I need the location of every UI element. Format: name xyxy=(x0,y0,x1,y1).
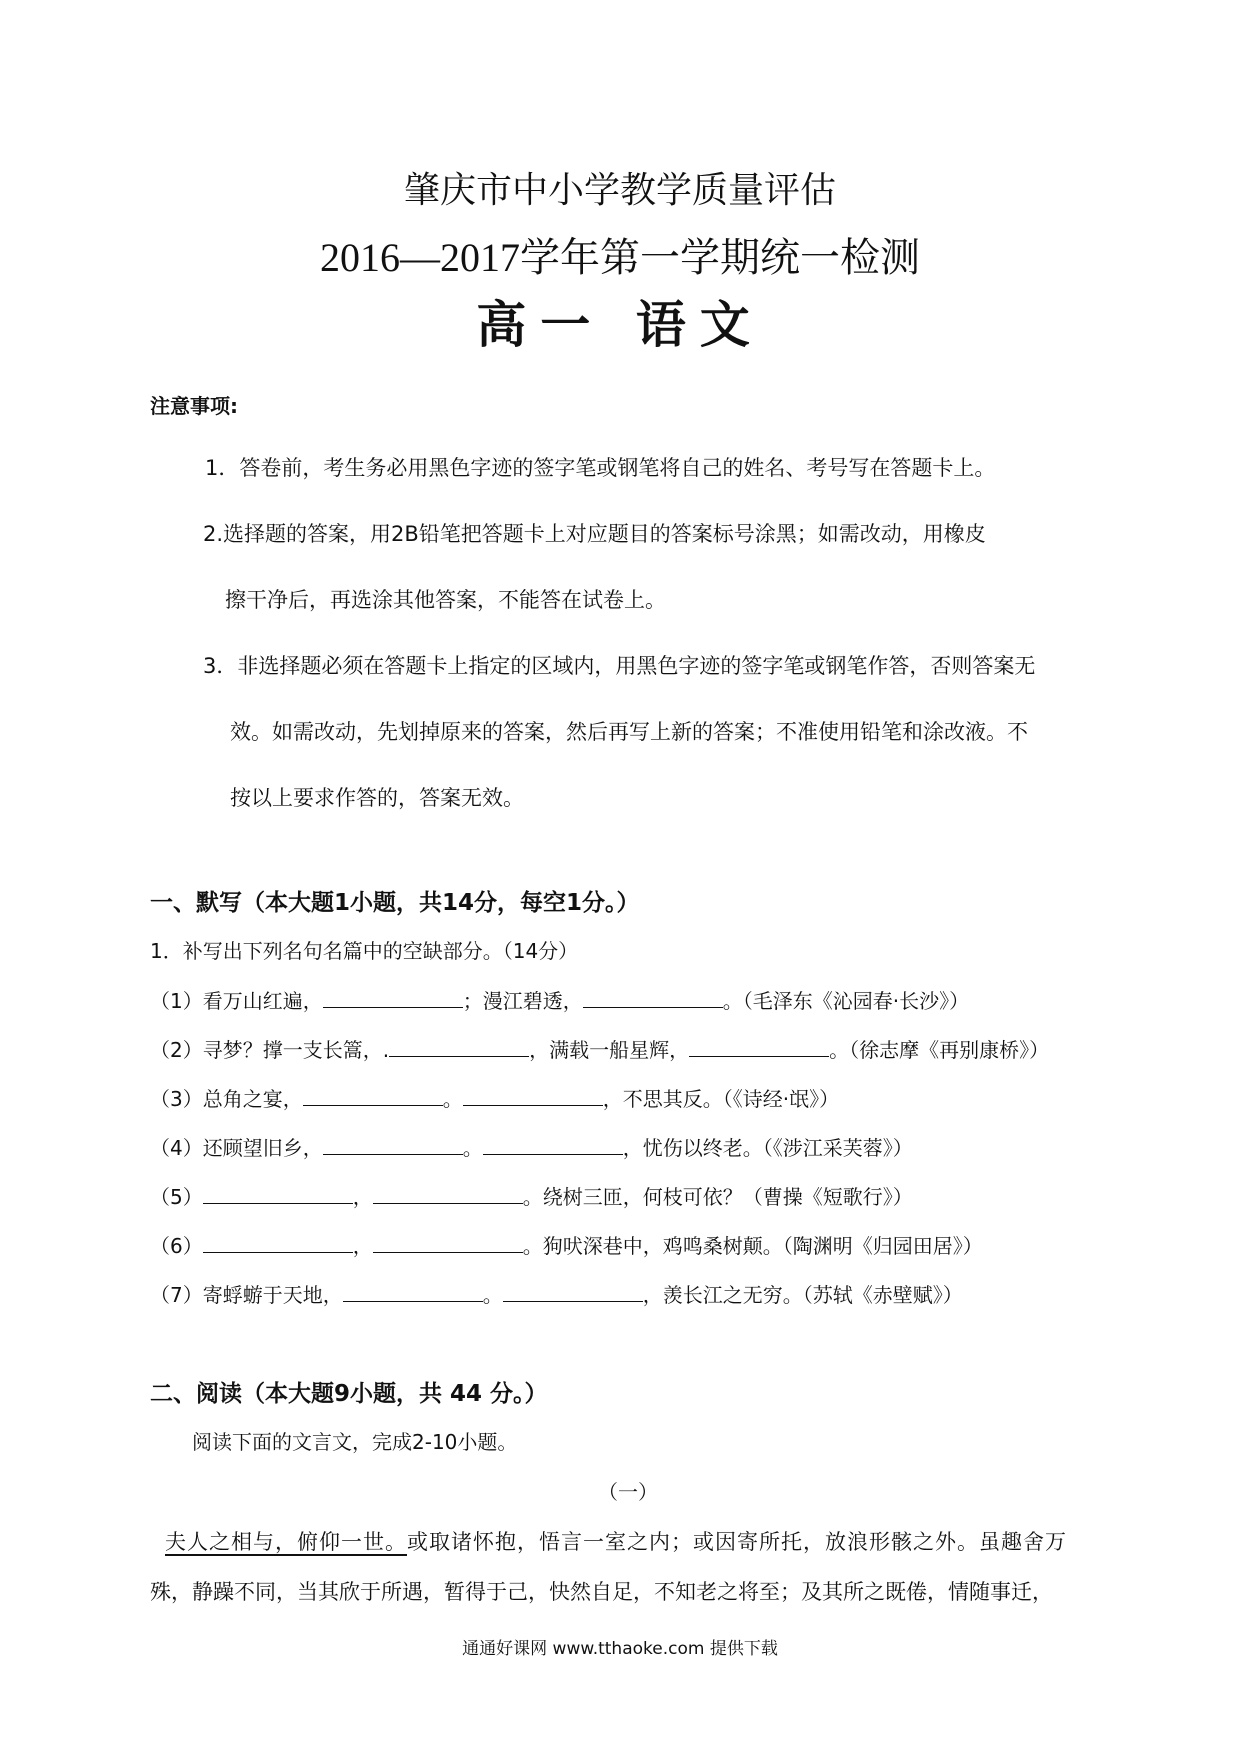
item-text-b: 。 xyxy=(442,1087,463,1111)
notice-heading: 注意事项: xyxy=(150,394,238,418)
item-text-c: 。（毛泽东《沁园春·长沙》） xyxy=(722,989,970,1013)
answer-blank[interactable] xyxy=(483,1136,623,1155)
dictation-item-2 xyxy=(150,1034,1049,1063)
item-text-c: ，忧伤以终老。（《涉江采芙蓉》） xyxy=(622,1136,913,1160)
passage-line-1-rest: 或取诸怀抱，悟言一室之内；或因寄所托，放浪形骸之外。虽趣舍万 xyxy=(407,1530,1067,1554)
item-text-b: 。 xyxy=(462,1136,483,1160)
exam-title-authority: 肇庆市中小学教学质量评估 xyxy=(403,170,836,211)
dictation-item-7 xyxy=(150,1279,963,1308)
item-text-c: 。（徐志摩《再别康桥》） xyxy=(829,1038,1050,1062)
notice-line-2: 2.选择题的答案，用2B铅笔把答题卡上对应题目的答案标号涂黑；如需改动，用橡皮 xyxy=(203,522,986,546)
reading-intro: 阅读下面的文言文，完成2-10小题。 xyxy=(192,1430,518,1454)
passage-line-2: 殊，静躁不同，当其欣于所遇，暂得于己，快然自足，不知老之将至；及其所之既倦，情随事迁， xyxy=(150,1580,1053,1604)
page-footer: 通通好课网 www.tthaoke.com 提供下载 xyxy=(462,1639,778,1659)
item-text-b: ， xyxy=(352,1234,373,1258)
answer-blank[interactable] xyxy=(373,1185,523,1204)
answer-blank[interactable] xyxy=(503,1283,643,1302)
item-text-c: ，羡长江之无穷。（苏轼《赤壁赋》） xyxy=(642,1283,963,1307)
item-text-b: ，满载一船星辉， xyxy=(529,1038,690,1062)
passage-underlined-sentence: 夫人之相与，俯仰一世。 xyxy=(165,1530,407,1554)
answer-blank[interactable] xyxy=(203,1234,353,1253)
section1-heading: 一、默写（本大题1小题，共14分，每空1分。） xyxy=(150,890,640,916)
item-text-c: 。狗吠深巷中，鸡鸣桑树颠。（陶渊明《归园田居》） xyxy=(522,1234,983,1258)
question-1-prompt: 1．补写出下列名句名篇中的空缺部分。（14分） xyxy=(150,939,579,963)
answer-blank[interactable] xyxy=(463,1087,603,1106)
reading-part-label: （一） xyxy=(598,1480,658,1504)
item-text-a: （1）看万山红遍， xyxy=(150,989,323,1013)
section2-heading: 二、阅读（本大题9小题，共 44 分。） xyxy=(150,1381,548,1407)
exam-title-term: 2016—2017学年第一学期统一检测 xyxy=(320,235,920,280)
dictation-item-6 xyxy=(150,1230,983,1259)
notice-line-5: 效。如需改动，先划掉原来的答案，然后再写上新的答案；不准使用铅笔和涂改液。不 xyxy=(230,720,1028,744)
item-text-b: ；漫江碧透， xyxy=(462,989,583,1013)
answer-blank[interactable] xyxy=(689,1038,829,1057)
dictation-item-4 xyxy=(150,1132,913,1161)
item-text-c: ，不思其反。（《诗经·氓》） xyxy=(602,1087,840,1111)
dictation-item-5 xyxy=(150,1181,913,1210)
item-text-a: （2）寻梦？撑一支长篙，. xyxy=(150,1038,390,1062)
passage-line-1 xyxy=(165,1526,1067,1556)
dictation-item-1 xyxy=(150,985,969,1014)
item-text-b: 。 xyxy=(482,1283,503,1307)
item-text-a: （3）总角之宴， xyxy=(150,1087,303,1111)
answer-blank[interactable] xyxy=(389,1038,529,1057)
item-text-c: 。绕树三匝，何枝可依？（曹操《短歌行》） xyxy=(522,1185,913,1209)
exam-title-subject: 高一 语文 xyxy=(476,295,764,354)
notice-line-3: 擦干净后，再选涂其他答案，不能答在试卷上。 xyxy=(225,588,666,612)
answer-blank[interactable] xyxy=(583,989,723,1008)
notice-line-6: 按以上要求作答的，答案无效。 xyxy=(230,786,524,810)
item-text-a: （7）寄蜉蝣于天地， xyxy=(150,1283,343,1307)
dictation-item-3 xyxy=(150,1083,839,1112)
notice-line-4: 3．非选择题必须在答题卡上指定的区域内，用黑色字迹的签字笔或钢笔作答，否则答案无 xyxy=(203,654,1036,678)
answer-blank[interactable] xyxy=(323,1136,463,1155)
answer-blank[interactable] xyxy=(303,1087,443,1106)
answer-blank[interactable] xyxy=(373,1234,523,1253)
answer-blank[interactable] xyxy=(203,1185,353,1204)
item-text-a: （6） xyxy=(150,1234,203,1258)
item-text-a: （4）还顾望旧乡， xyxy=(150,1136,323,1160)
item-text-a: （5） xyxy=(150,1185,203,1209)
answer-blank[interactable] xyxy=(323,989,463,1008)
notice-line-1: 1．答卷前，考生务必用黑色字迹的签字笔或钢笔将自己的姓名、考号写在答题卡上。 xyxy=(205,456,996,480)
item-text-b: ， xyxy=(352,1185,373,1209)
answer-blank[interactable] xyxy=(343,1283,483,1302)
